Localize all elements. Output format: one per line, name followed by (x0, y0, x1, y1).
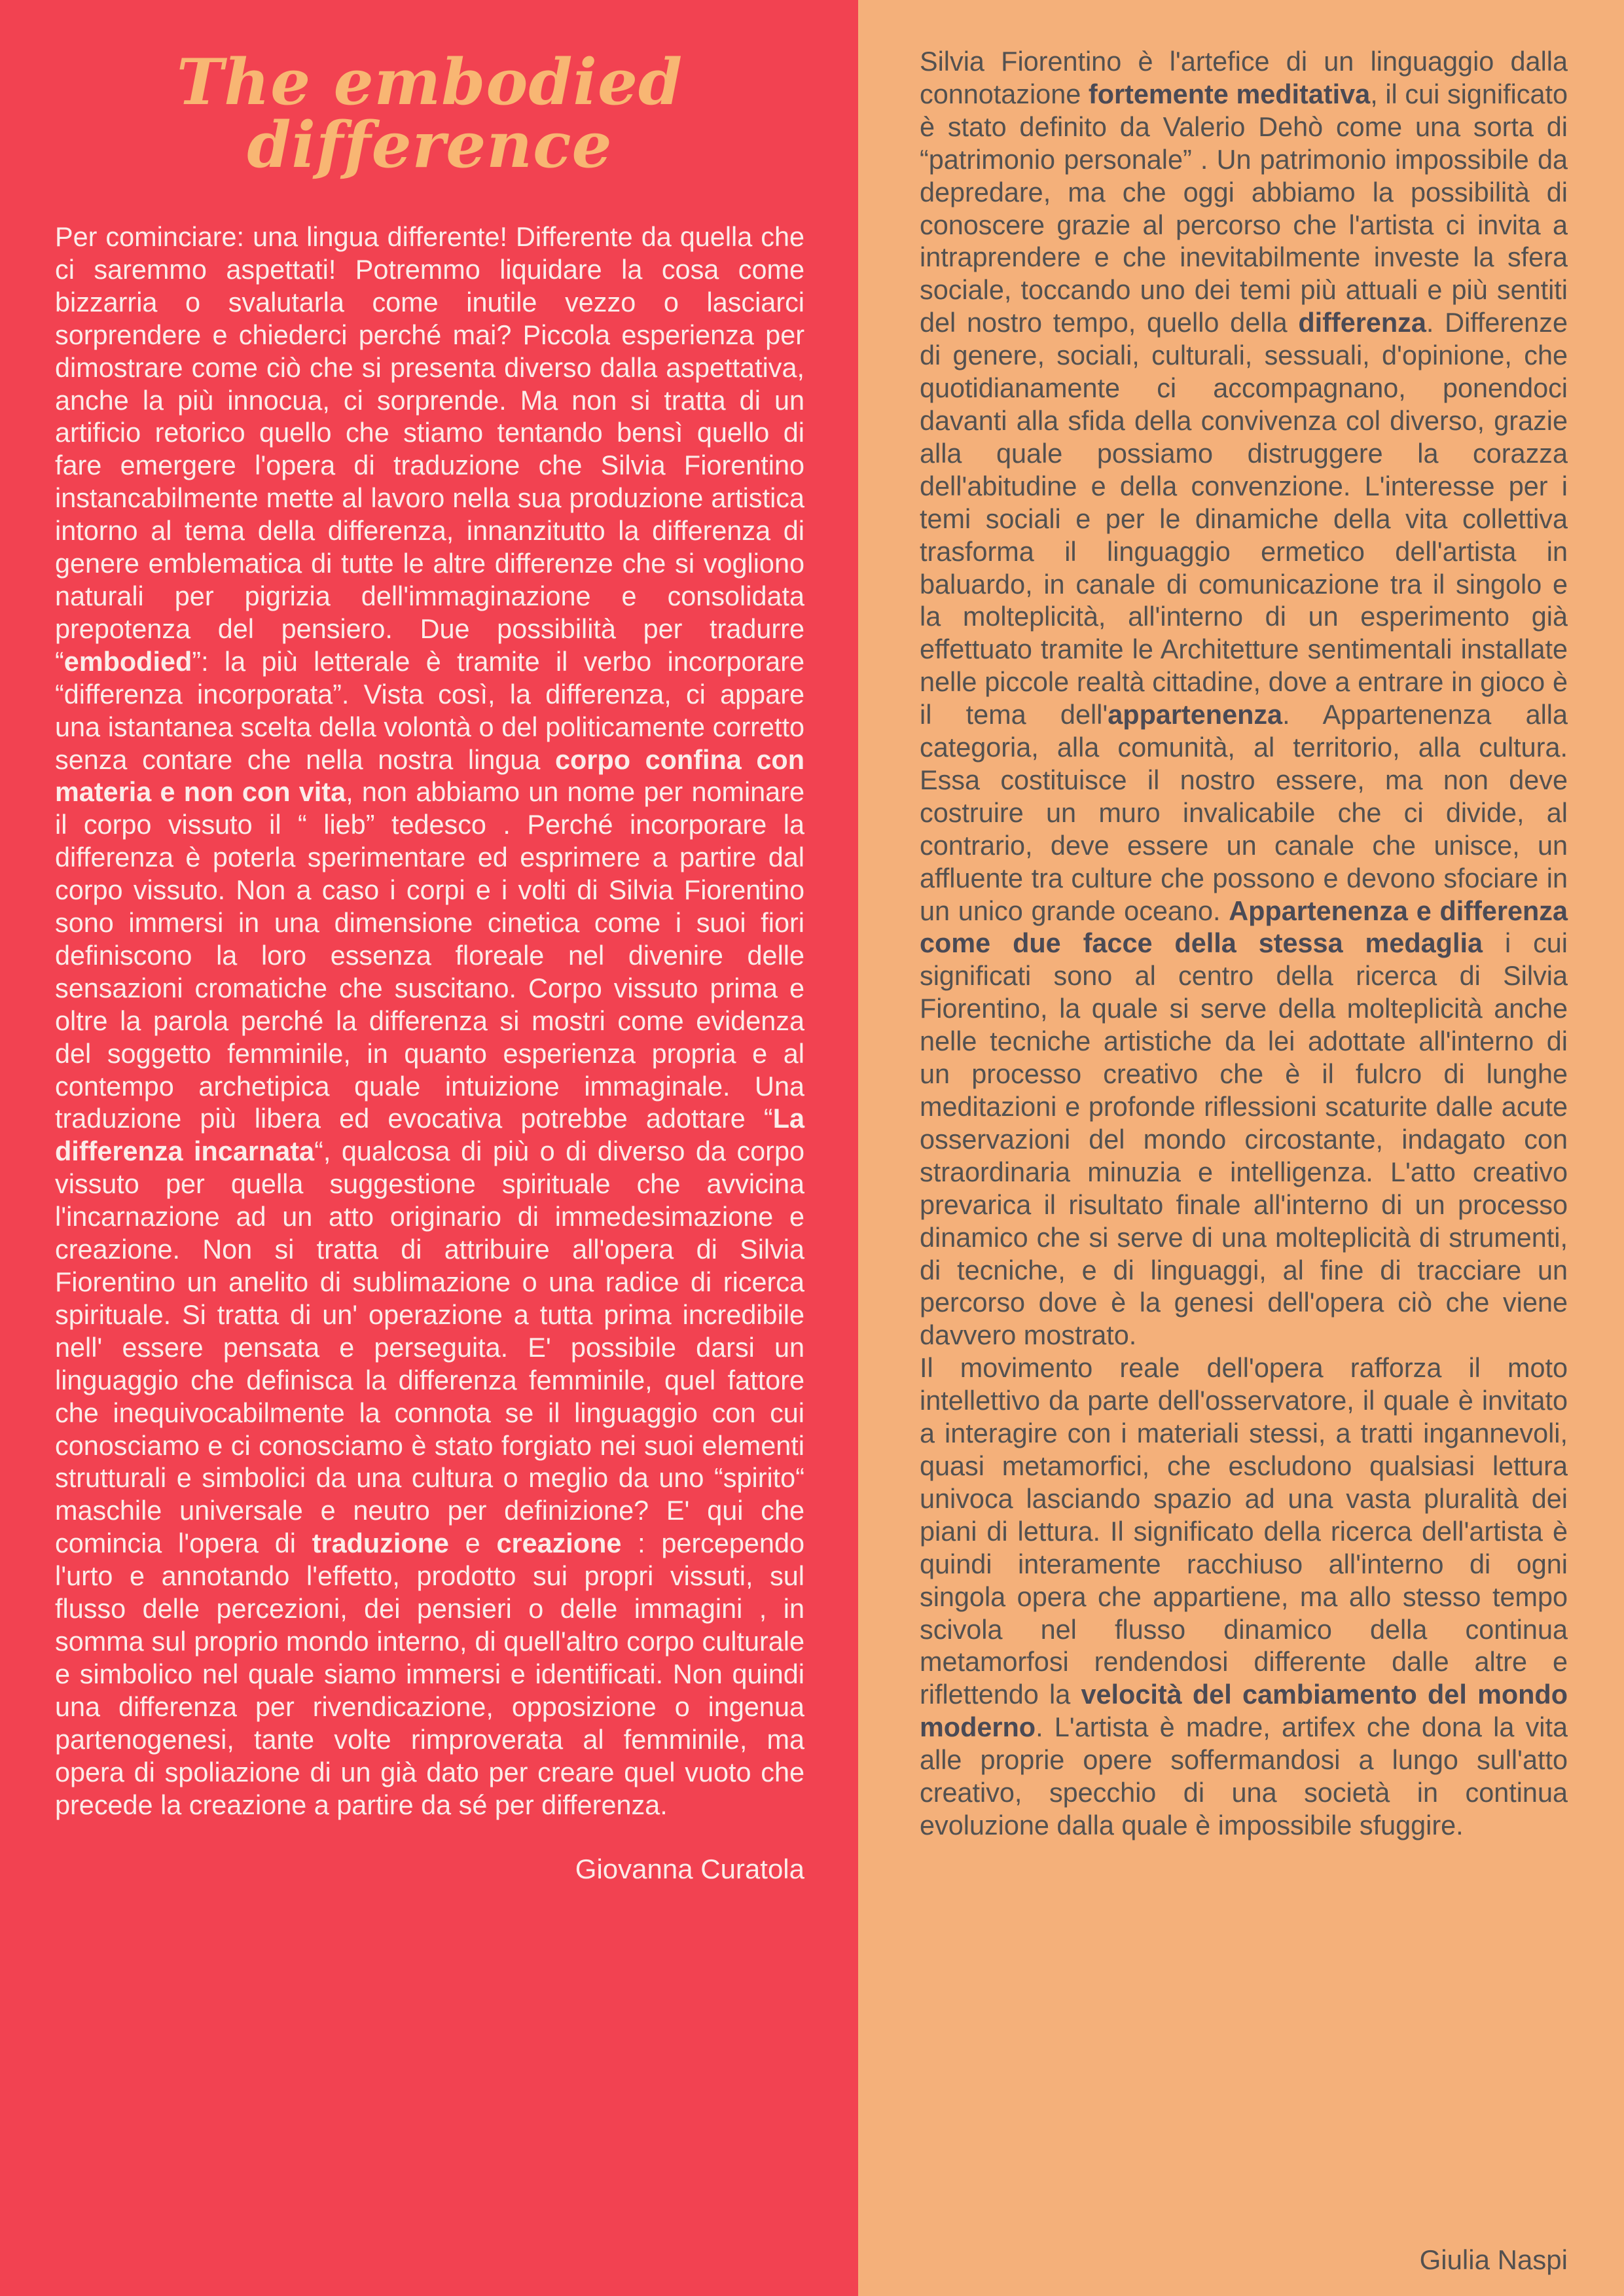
bold-term-appartenenza: appartenenza (1108, 700, 1283, 730)
text-run: “, qualcosa di più o di diverso da corpo vissuto per quella suggestione spirituale che avvicina l'incarnazione ad un atto originario di immedesimazione e creazione. Non si tratta di attribuire all'opera di Silvia Fiorentino un anelito di sublimazione o una radice di ricerca spirituale. Si tratta di un' operazione a tutta prima incredibile nell' essere pensata e perseguita. E' possibile darsi un linguaggio che definisca la differenza femminile, quel fattore che inequivocabilmente la connota se il linguaggio con cui conosciamo e ci conosciamo è stato forgiato nei suoi elementi strutturali e simbolici da una cultura o meglio da uno “spirito“ maschile universale e neutro per definizione? E' qui che comincia l'opera di (55, 1136, 805, 1559)
bold-term-differenza: differenza (1298, 308, 1426, 338)
bold-term-traduzione: traduzione (312, 1528, 449, 1559)
text-run: e (448, 1528, 497, 1559)
text-run: Per cominciare: una lingua differente! Differente da quella che ci saremmo aspettati! Potremmo liquidare la cosa come bizzarria o svalutarla come inutile vezzo o lasciarci sorprendere e chiederci perché mai? Piccola esperienza per dimostrare come ciò che si presenta diverso dalla aspettativa, anche la più innocua, ci sorprende. Ma non si tratta di un artificio retorico quello che stiamo tentando bensì quello di fare emergere l'opera di traduzione che Silvia Fiorentino instancabilmente mette al lavoro nella sua produzione artistica intorno al tema della differenza, innanzitutto la differenza di genere emblematica di tutte le altre differenze che si vogliono naturali per pigrizia dell'immaginazione e consolidata prepotenza del pensiero. Due possibilità per tradurre “ (55, 222, 804, 677)
bold-term-embodied: embodied (63, 646, 192, 677)
bold-term-creazione: creazione (496, 1528, 622, 1559)
right-body-paragraph-2 (920, 1352, 1568, 1842)
text-run: , non abbiamo un nome per nominare il corpo vissuto il “ lieb” tedesco . Perché incorporare la differenza è poterla sperimentare ed esprimere a partire dal corpo vissuto. Non a caso i corpi e i volti di Silvia Fiorentino sono immersi in una dimensione cinetica come i suoi fiori definiscono la loro essenza floreale nel divenire delle sensazioni cromatiche che suscitano. Corpo vissuto prima e oltre la parola perché la differenza si mostri come evidenza del soggetto femminile, in quanto esperienza propria e al contempo archetipica quale intuizione immaginale. Una traduzione più libera ed evocativa potrebbe adottare “ (55, 777, 804, 1134)
author-signature-right: Giulia Naspi (1419, 2244, 1568, 2275)
text-run: i cui significati sono al centro della ricerca di Silvia Fiorentino, la quale si serve della molteplicità anche nelle tecniche artistiche da lei adottate all'interno di un processo creativo che è il fulcro di lunghe meditazioni e profonde riflessioni scaturite dalle acute osservazioni del mondo circostante, indagato con straordinaria minuzia e intelligenza. L'atto creativo prevarica il risultato finale all'interno di un processo dinamico che si serve di una molteplicità di strumenti, di tecniche, e di linguaggi, al fine di tracciare un percorso dove è la genesi dell'opera ciò che viene davvero mostrato. (920, 928, 1568, 1351)
text-run: ”: la più letterale è tramite il verbo incorporare “differenza incorporata”. Vista così, la differenza, ci appare una istantanea scelta della volontà o del politicamente corretto senza contare che nella nostra lingua (55, 646, 804, 775)
text-run: : percependo l'urto e annotando l'effetto, prodotto sui propri vissuti, sul flusso delle percezioni, dei pensieri o delle immagini , in somma sul proprio mondo interno, di quell'altro corpo culturale e simbolico nel quale siamo immersi e identificati. Non quindi una differenza per rivendicazione, opposizione o ingenua partenogenesi, tante volte rimproverata al femminile, ma opera di spoliazione di un già dato per creare quel vuoto che precede la creazione a partire da sé per differenza. (55, 1528, 804, 1820)
text-run: Il movimento reale dell'opera rafforza il moto intellettivo da parte dell'osservatore, il quale è invitato a interagire con i materiali stessi, a tratti ingannevoli, quasi metamorfici, che escludono qualsiasi lettura univoca lasciando spazio ad una vasta pluralità dei piani di lettura. Il significato della ricerca dell'artista è quindi interamente racchiuso all'interno di ogni singola opera che appartiene, ma allo stesso tempo scivola nel flusso dinamico della continua metamorfosi rendendosi differente dalle altre e riflettendo la (920, 1353, 1568, 1710)
article-title: The embodied difference (176, 45, 683, 182)
right-body-paragraph-1 (920, 46, 1568, 1352)
author-signature-left: Giovanna Curatola (575, 1854, 804, 1885)
bold-phrase-velocita: velocità del cambiamento del mondo moderno (920, 1679, 1568, 1743)
text-run: . Differenze di genere, sociali, culturali, sessuali, d'opinione, che quotidianamente ci accompagnano, ponendoci davanti alla sfida della convivenza col diverso, grazie alla quale possiamo distruggere la corazza dell'abitudine e della convenzione. L'interesse per i temi sociali e per le dinamiche della vita collettiva trasforma il linguaggio ermetico dell'artista in baluardo, in canale di comunicazione tra il singolo e la molteplicità, all'interno di un esperimento già effettuato tramite le Architetture sentimentali installate nelle piccole realtà cittadine, dove a entrare in gioco è il tema dell' (920, 308, 1568, 730)
text-run: . L'artista è madre, artifex che dona la vita alle proprie opere soffermandosi a lungo sull'atto creativo, specchio di una società in continua evoluzione dalla quale è impossibile sfuggire. (920, 1712, 1568, 1840)
bold-phrase-corpo: corpo confina con materia e non con vita (55, 744, 804, 808)
text-run: , il cui significato è stato definito da Valerio Dehò come una sorta di “patrimonio personale” . Un patrimonio impossibile da depredare, ma che oggi abbiamo la possibilità di conoscere grazie al percorso che l'artista ci invita a intraprendere e che inevitabilmente investe la sfera sociale, toccando uno dei temi più attuali e più sentiti del nostro tempo, quello della (920, 79, 1568, 338)
text-run: . Appartenenza alla categoria, alla comunità, al territorio, alla cultura. Essa costituisce il nostro essere, ma non deve costruire un muro invalicabile che ci divide, al contrario, deve essere un canale che unisce, un affluente tra culture che possono e devono sfociare in un unico grande oceano. (920, 700, 1568, 926)
left-body-paragraph (55, 221, 804, 1821)
bold-phrase-meditativa: fortemente meditativa (1088, 79, 1371, 109)
text-run: Silvia Fiorentino è l'artefice di un linguaggio dalla connotazione (920, 46, 1568, 109)
right-column (858, 0, 1624, 2296)
bold-phrase-medaglia: Appartenenza e differenza come due facce della stessa medaglia (920, 895, 1568, 959)
bold-phrase-incarnata: La differenza incarnata (55, 1103, 804, 1167)
